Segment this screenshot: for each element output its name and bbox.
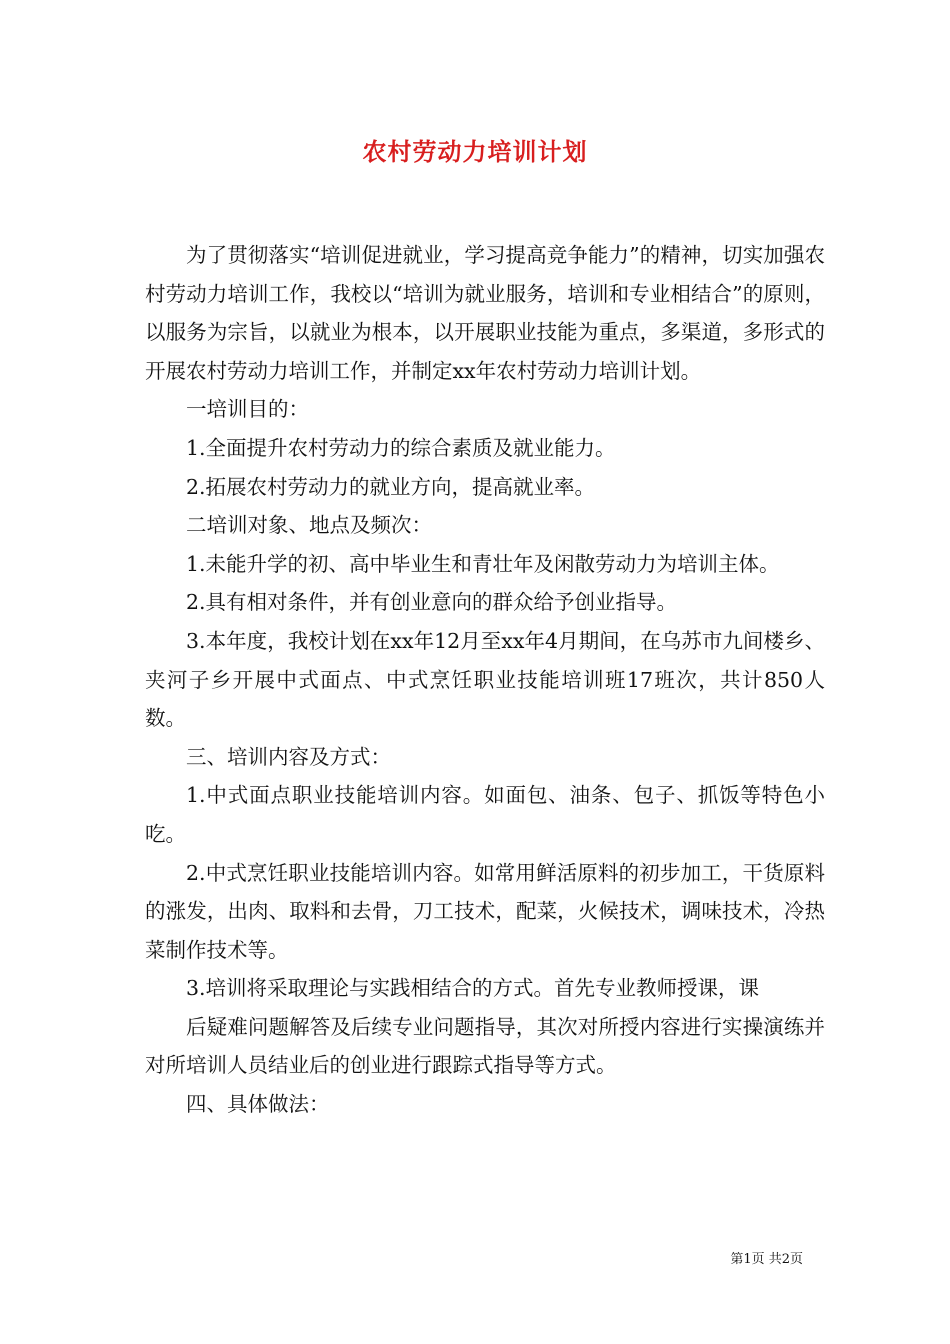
- section-heading-4: 四、具体做法：: [186, 1092, 330, 1117]
- section-heading-2: 二培训对象、地点及频次：: [186, 513, 432, 538]
- list-item: 1.未能升学的初、高中毕业生和青壮年及闲散劳动力为培训主体。: [186, 551, 780, 576]
- list-item: 1.中式面点职业技能培训内容。如面包、油条、包子、抓饭等特色小吃。: [145, 783, 825, 846]
- list-item: 1.全面提升农村劳动力的综合素质及就业能力。: [186, 435, 616, 460]
- list-item: 3.本年度，我校计划在xx年12月至xx年4月期间，在乌苏市九间楼乡、夹河子乡开展中式面点、中式烹饪职业技能培训班17班次，共计850人数。: [145, 628, 825, 731]
- list-item: 2.具有相对条件，并有创业意向的群众给予创业指导。: [186, 590, 678, 615]
- page-number: 第1页 共2页: [730, 1252, 803, 1267]
- paragraph-continuation: 后疑难问题解答及后续专业问题指导，其次对所授内容进行实操演练并对所培训人员结业后的创业进行跟踪式指导等方式。: [145, 1014, 825, 1078]
- document-body: [145, 236, 825, 1124]
- paragraph-intro: 为了贯彻落实“培训促进就业，学习提高竞争能力”的精神，切实加强农村劳动力培训工作，我校以“培训为就业服务，培训和专业相结合”的原则，以服务为宗旨，以就业为根本，以开展职业技能为重点，多渠道，多形式的开展农村劳动力培训工作，并制定xx年农村劳动力培训计划。: [145, 243, 825, 383]
- list-item: 2.中式烹饪职业技能培训内容。如常用鲜活原料的初步加工，干货原料的涨发，出肉、取料和去骨，刀工技术，配菜，火候技术，调味技术，冷热菜制作技术等。: [145, 860, 825, 962]
- list-item: 3.培训将采取理论与实践相结合的方式。首先专业教师授课，课: [186, 976, 760, 1001]
- document-title: 农村劳动力培训计划: [362, 137, 588, 166]
- list-item: 2.拓展农村劳动力的就业方向，提高就业率。: [186, 474, 596, 499]
- section-heading-1: 一培训目的：: [186, 397, 309, 422]
- section-heading-3: 三、培训内容及方式：: [186, 744, 391, 769]
